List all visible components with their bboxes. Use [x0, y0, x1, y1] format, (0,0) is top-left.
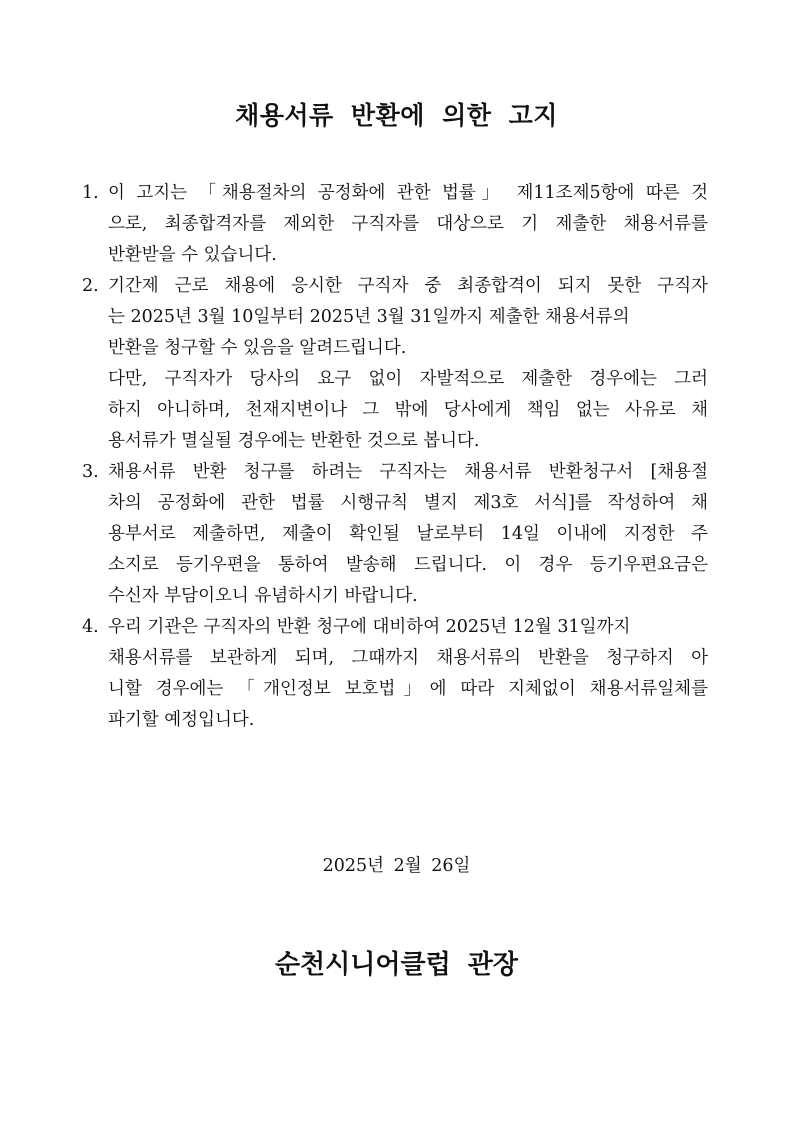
- item-text: [108, 178, 708, 271]
- notice-item-2: [82, 271, 708, 457]
- notice-item-4: [82, 612, 708, 736]
- text-line: 수신자 부담이오니 유념하시기 바랍니다.: [108, 586, 418, 606]
- notice-item-3: [82, 457, 708, 612]
- text-line: 용부서로 제출하면, 제출이 확인될 날로부터 14일 이내에 지정한 주: [108, 524, 708, 544]
- text-line: 기간제 근로 채용에 응시한 구직자 중 최종합격이 되지 못한 구직자: [108, 276, 708, 296]
- text-line: 소지로 등기우편을 통하여 발송해 드립니다. 이 경우 등기우편요금은: [108, 555, 708, 575]
- notice-list: [82, 178, 708, 736]
- text-line: 파기할 예정입니다.: [108, 710, 255, 730]
- text-line: 우리 기관은 구직자의 반환 청구에 대비하여 2025년 12월 31일까지: [108, 617, 631, 637]
- text-line: 반환받을 수 있습니다.: [108, 245, 277, 265]
- item-number: 2.: [82, 276, 99, 296]
- text-line: 다만, 구직자가 당사의 요구 없이 자발적으로 제출한 경우에는 그러: [108, 369, 708, 389]
- document-title: 채용서류 반환에 의한 고지: [235, 101, 558, 130]
- item-text: [108, 612, 708, 736]
- text-line: 채용서류 반환 청구를 하려는 구직자는 채용서류 반환청구서 [채용절: [108, 462, 708, 482]
- text-line: 용서류가 멸실될 경우에는 반환한 것으로 봅니다.: [108, 431, 480, 451]
- item-text: [108, 271, 708, 457]
- item-number: 1.: [82, 183, 99, 203]
- text-line: 차의 공정화에 관한 법률 시행규칙 별지 제3호 서식]를 작성하여 채: [108, 493, 708, 513]
- text-line: 는 2025년 3월 10일부터 2025년 3월 31일까지 제출한 채용서류의: [108, 307, 630, 327]
- text-line: 으로, 최종합격자를 제외한 구직자를 대상으로 기 제출한 채용서류를: [108, 214, 708, 234]
- text-line: 반환을 청구할 수 있음을 알려드립니다.: [108, 338, 407, 358]
- text-line: 니할 경우에는 「개인정보 보호법」에 따라 지체없이 채용서류일체를: [108, 679, 708, 699]
- document-signer: 순천시니어클럽 관장: [274, 950, 519, 980]
- notice-item-1: [82, 178, 708, 271]
- item-number: 3.: [82, 462, 99, 482]
- text-line: 이 고지는 「채용절차의 공정화에 관한 법률」 제11조제5항에 따른 것: [108, 183, 708, 203]
- item-number: 4.: [82, 617, 99, 637]
- text-line: 채용서류를 보관하게 되며, 그때까지 채용서류의 반환을 청구하지 아: [108, 648, 708, 668]
- item-text: [108, 457, 708, 612]
- text-line: 하지 아니하며, 천재지변이나 그 밖에 당사에게 책임 없는 사유로 채: [108, 400, 708, 420]
- document-date: 2025년 2월 26일: [322, 856, 471, 876]
